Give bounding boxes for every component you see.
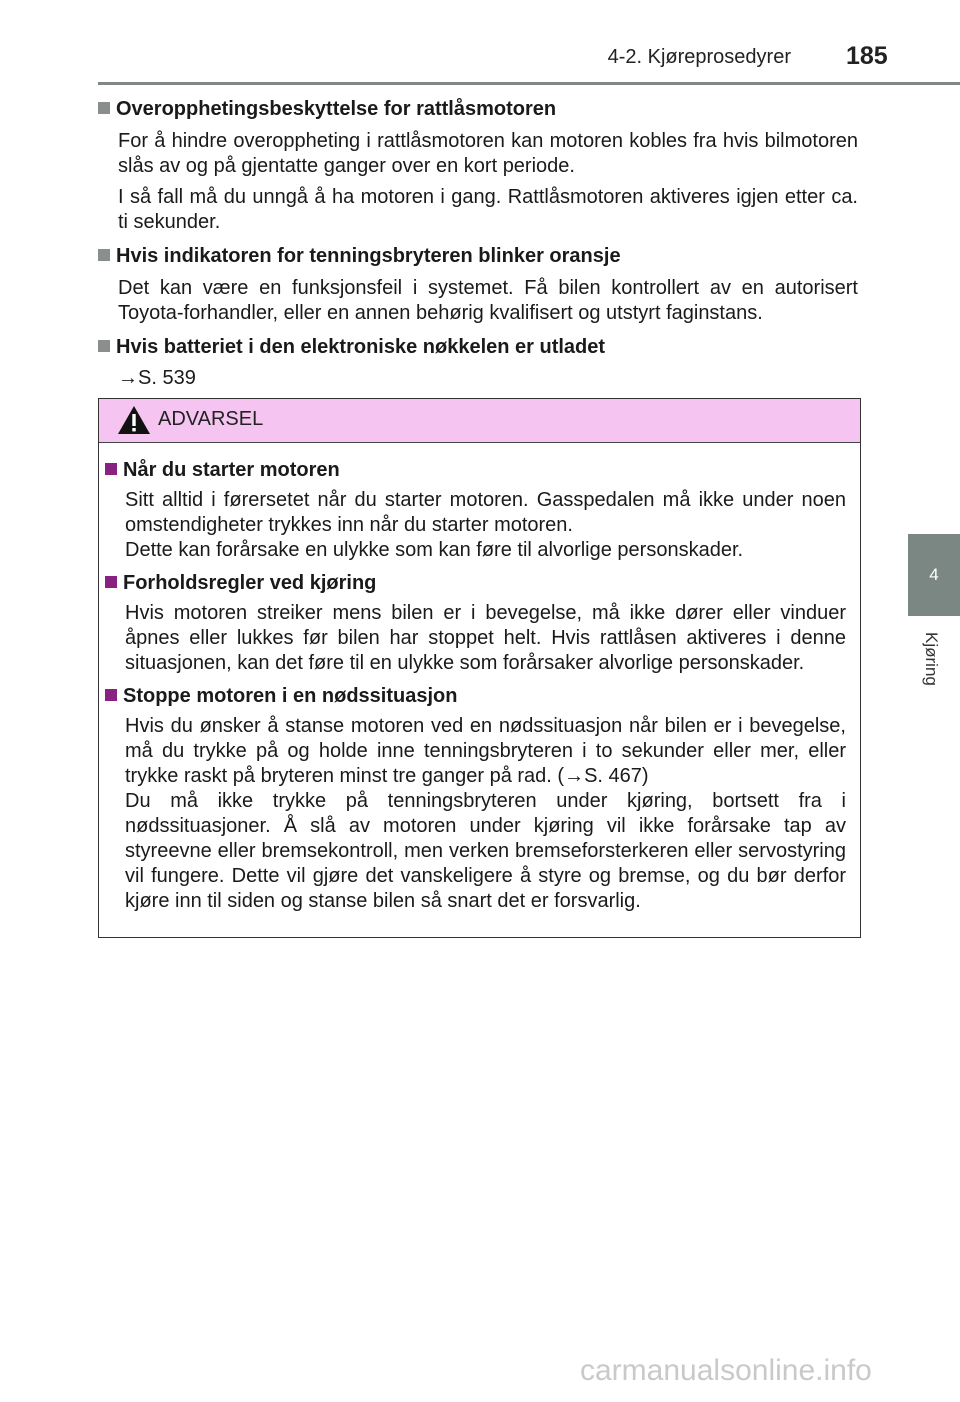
warning-title: ADVARSEL — [158, 408, 264, 430]
chapter-label-text: Kjøring — [922, 632, 941, 686]
header-rule — [98, 82, 960, 85]
section-paragraph: I så fall må du unngå å ha motoren i gang. Rattlåsmotoren aktiveres igjen etter ca. ti sekunder. — [118, 186, 858, 233]
section-heading-text: Overopphetingsbeskyttelse for rattlåsmotoren — [116, 98, 557, 120]
chapter-tab[interactable]: 4 — [908, 534, 960, 616]
warning-item-text: Hvis du ønsker å stanse motoren ved en nødssituasjon når bilen er i bevegelse, må du trykke på og holde inne tenningsbryteren i to sekunder eller mer, eller trykke raskt på bryteren minst tre ganger på rad. (→S. 467) Du må ikke trykke på tenningsbryteren under kjøring, bortsett fra i nødssituasjoner. Å slå av motoren under kjøring vil ikke forårsake tap av styreevne eller bremsekontroll, men verken bremseforsterkeren eller servostyring vil fungere. Dette vil gjøre det vanskeligere å styre og bremse, og du bør derfor kjøre inn til siden og stanse bilen så snart det er forsvarlig. — [125, 715, 846, 912]
warning-box — [98, 398, 861, 938]
main-content — [98, 96, 858, 392]
warning-item-heading — [105, 570, 846, 597]
section-heading-text: Hvis batteriet i den elektroniske nøkkelen er utladet — [116, 336, 606, 358]
section-paragraph: Det kan være en funksjonsfeil i systemet. Få bilen kontrollert av en autorisert Toyota-forhandler, eller en annen behørig kvalifisert og utstyrt faginstans. — [118, 277, 858, 324]
warning-triangle-icon — [117, 405, 151, 435]
square-bullet-icon — [98, 340, 110, 352]
warning-item-heading — [105, 683, 846, 710]
header-section-title: 4-2. Kjøreprosedyrer — [607, 46, 791, 68]
warning-item-text: Sitt alltid i førersetet når du starter motoren. Gasspedalen må ikke under noen omstendigheter trykkes inn når du starter motoren. Dette kan forårsake en ulykke som kan føre til alvorlige personskader. — [125, 489, 846, 561]
warning-item-heading-text: Når du starter motoren — [123, 459, 340, 481]
square-bullet-icon — [105, 463, 117, 475]
warning-item-heading-text: Stoppe motoren i en nødssituasjon — [123, 685, 458, 707]
warning-item-heading — [105, 457, 846, 484]
section-heading — [98, 243, 858, 270]
square-bullet-icon — [98, 249, 110, 261]
square-bullet-icon — [105, 689, 117, 701]
section-heading — [98, 334, 858, 361]
watermark: carmanualsonline.info — [580, 1354, 872, 1387]
section-heading — [98, 96, 858, 123]
chapter-label — [908, 632, 960, 702]
warning-body — [99, 443, 860, 914]
warning-header — [99, 399, 860, 443]
section-heading-text: Hvis indikatoren for tenningsbryteren blinker oransje — [116, 245, 621, 267]
section-paragraph: For å hindre overoppheting i rattlåsmotoren kan motoren kobles fra hvis bilmotoren slås av og på gjentatte ganger over en kort periode. — [118, 130, 858, 177]
square-bullet-icon — [105, 576, 117, 588]
page-number: 185 — [846, 42, 888, 70]
page-reference-link[interactable]: →S. 539 — [118, 367, 196, 389]
warning-item-heading-text: Forholdsregler ved kjøring — [123, 572, 377, 594]
warning-item-text: Hvis motoren streiker mens bilen er i bevegelse, må ikke dører eller vinduer åpnes eller lukkes før bilen har stoppet helt. Hvis rattlåsen aktiveres i denne situasjonen, kan det føre til en ulykke som forårsaker alvorlige personskader. — [125, 602, 846, 674]
square-bullet-icon — [98, 102, 110, 114]
